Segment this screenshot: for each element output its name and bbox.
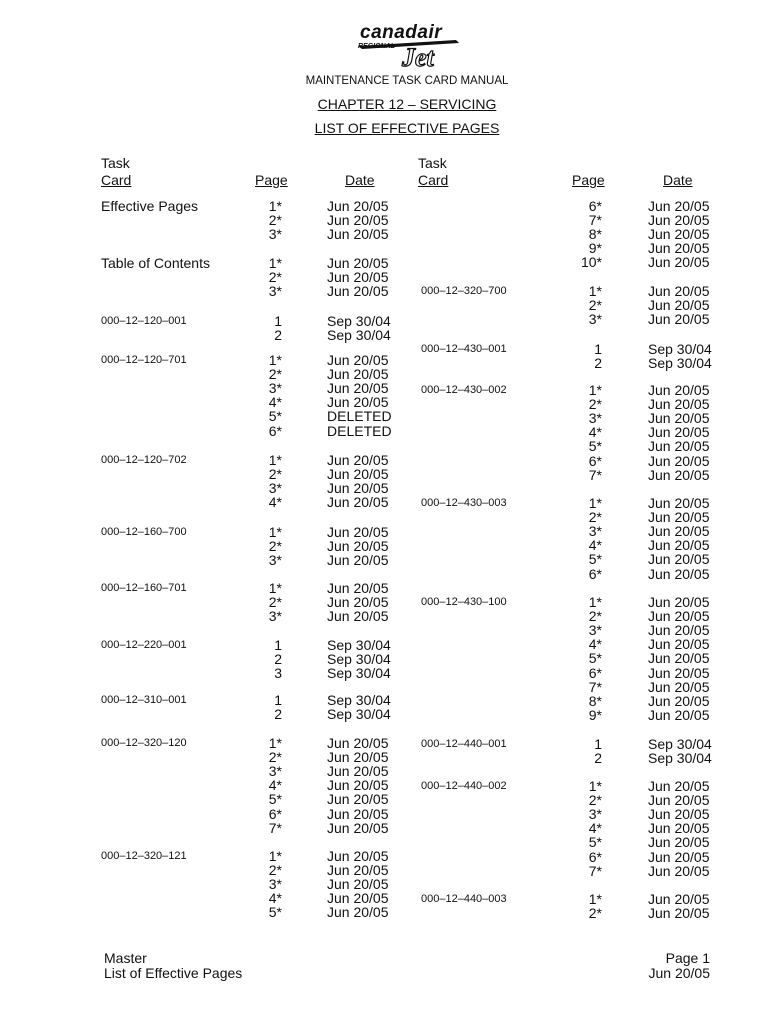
- col-date-label-right: Date: [663, 172, 693, 188]
- page-number: 2*: [268, 366, 282, 383]
- page-number: 7*: [588, 466, 602, 483]
- page-date: Jun 20/05: [327, 819, 389, 836]
- page-number: 1*: [588, 594, 602, 610]
- page-date: Jun 20/05: [648, 848, 710, 865]
- page-number: 3*: [268, 552, 282, 569]
- page-number: 1*: [268, 452, 282, 468]
- page-number: 9*: [588, 240, 602, 257]
- page-date: Jun 20/05: [648, 636, 710, 653]
- page-date: Jun 20/05: [327, 524, 389, 540]
- chapter-title: CHAPTER 12 – SERVICING: [317, 96, 497, 112]
- page-number: 2*: [268, 749, 282, 766]
- page-date: Jun 20/05: [648, 382, 710, 398]
- page-date: Jun 20/05: [327, 749, 389, 766]
- page-number: 1*: [268, 580, 282, 596]
- page-number: 1*: [268, 352, 282, 368]
- page-number: 5*: [588, 650, 602, 667]
- task-card-label: 000–12–440–001: [421, 738, 507, 750]
- page-number: 5*: [268, 791, 282, 808]
- page-date: Jun 20/05: [648, 311, 710, 328]
- page-date: Jun 20/05: [327, 763, 389, 780]
- page-number: 3: [274, 665, 282, 682]
- task-card-label: 000–12–120–001: [101, 315, 187, 327]
- page-date: Jun 20/05: [327, 791, 389, 808]
- page-number: 7*: [588, 862, 602, 879]
- page-date: Jun 20/05: [327, 380, 389, 397]
- task-card-label: 000–12–220–001: [101, 639, 187, 651]
- page-date: Jun 20/05: [327, 608, 389, 625]
- page-number: 2*: [588, 396, 602, 413]
- manual-title: MAINTENANCE TASK CARD MANUAL: [305, 75, 509, 87]
- page-number: 2*: [268, 212, 282, 229]
- task-card-label: 000–12–120–702: [101, 454, 187, 466]
- page-date: Sep 30/04: [327, 327, 391, 344]
- page-date: Jun 20/05: [648, 226, 710, 243]
- page-number: 1*: [588, 778, 602, 794]
- page-date: Jun 20/05: [327, 862, 389, 879]
- page-date: Jun 20/05: [648, 396, 710, 413]
- page-date: Jun 20/05: [648, 806, 710, 823]
- page-number: 4*: [268, 494, 282, 511]
- page-number: 2*: [588, 608, 602, 625]
- task-card-label: Effective Pages: [101, 198, 199, 214]
- page-date: Jun 20/05: [648, 862, 710, 879]
- page-number: 5*: [268, 904, 282, 921]
- page-date: Jun 20/05: [648, 678, 710, 695]
- page-date: Jun 20/05: [327, 494, 389, 511]
- page-date: Jun 20/05: [648, 537, 710, 554]
- page-number: 1*: [268, 198, 282, 214]
- page-date: Jun 20/05: [648, 410, 710, 427]
- page-date: Jun 20/05: [327, 466, 389, 483]
- page-date: DELETED: [327, 408, 392, 425]
- page-date: Jun 20/05: [648, 283, 710, 299]
- page-number: 3*: [268, 876, 282, 893]
- page-number: 2: [274, 706, 282, 723]
- page-number: 1: [274, 313, 282, 329]
- page-number: 2*: [268, 862, 282, 879]
- page-date: Jun 20/05: [327, 269, 389, 286]
- page-date: Jun 20/05: [648, 905, 710, 922]
- page-date: Jun 20/05: [648, 297, 710, 314]
- page-number: 2*: [588, 297, 602, 314]
- page-number: 1: [594, 736, 602, 752]
- page-number: 1: [594, 341, 602, 357]
- footer-master: Master: [104, 950, 147, 966]
- list-title: LIST OF EFFECTIVE PAGES: [314, 120, 500, 136]
- page-number: 2: [274, 651, 282, 668]
- task-card-label: 000–12–430–001: [421, 343, 507, 355]
- col-task-label-right: Task: [418, 155, 447, 171]
- page-date: Jun 20/05: [648, 495, 710, 511]
- page-number: 4*: [268, 394, 282, 411]
- page-number: 4*: [588, 537, 602, 554]
- page-date: Jun 20/05: [648, 523, 710, 540]
- page-number: 9*: [588, 706, 602, 723]
- page-number: 3*: [588, 410, 602, 427]
- page-number: 7*: [588, 678, 602, 695]
- page-date: Sep 30/04: [327, 651, 391, 668]
- page-date: Jun 20/05: [327, 226, 389, 243]
- page-number: 3*: [268, 283, 282, 300]
- page-date: Jun 20/05: [327, 805, 389, 822]
- page-number: 2*: [588, 905, 602, 922]
- page-date: Jun 20/05: [327, 777, 389, 794]
- page-number: 10*: [580, 254, 602, 271]
- page-number: 5*: [588, 834, 602, 851]
- page-date: Sep 30/04: [648, 750, 712, 767]
- col-page-label-left: Page: [255, 172, 288, 188]
- page-number: 1*: [588, 891, 602, 907]
- task-card-label: 000–12–310–001: [101, 694, 187, 706]
- page-date: Sep 30/04: [327, 637, 391, 653]
- col-page-label-right: Page: [572, 172, 605, 188]
- page-date: Jun 20/05: [648, 650, 710, 667]
- page-date: Jun 20/05: [327, 394, 389, 411]
- page-number: 8*: [588, 692, 602, 709]
- page-number: 1*: [268, 735, 282, 751]
- task-card-label: 000–12–440–003: [421, 893, 507, 905]
- task-card-label: 000–12–430–100: [421, 596, 507, 608]
- task-card-label: 000–12–430–002: [421, 384, 507, 396]
- page-number: 6*: [588, 198, 602, 214]
- page-number: 3*: [268, 480, 282, 497]
- col-date-label-left: Date: [345, 172, 375, 188]
- page-date: Jun 20/05: [327, 890, 389, 907]
- page-date: Jun 20/05: [327, 198, 389, 214]
- page-number: 2: [594, 750, 602, 767]
- page-number: 3*: [588, 622, 602, 639]
- page-date: Jun 20/05: [648, 706, 710, 723]
- col-card-label-right: Card: [418, 172, 449, 188]
- page-date: Jun 20/05: [648, 438, 710, 455]
- page-date: Jun 20/05: [648, 622, 710, 639]
- page-number: 2: [594, 355, 602, 372]
- page-date: Sep 30/04: [327, 665, 391, 682]
- page-date: DELETED: [327, 422, 392, 439]
- page-number: 4*: [588, 820, 602, 837]
- page-number: 1*: [588, 495, 602, 511]
- page-date: Jun 20/05: [648, 891, 710, 907]
- page-number: 3*: [268, 226, 282, 243]
- col-task-label-left: Task: [101, 155, 130, 171]
- page-date: Jun 20/05: [327, 904, 389, 921]
- page-date: Sep 30/04: [648, 341, 712, 357]
- page-number: 4*: [588, 636, 602, 653]
- page-date: Jun 20/05: [327, 366, 389, 383]
- page-number: 4*: [268, 777, 282, 794]
- page-date: Jun 20/05: [327, 480, 389, 497]
- page-date: Jun 20/05: [327, 255, 389, 271]
- page-date: Sep 30/04: [648, 355, 712, 372]
- page-date: Jun 20/05: [648, 778, 710, 794]
- page-date: Jun 20/05: [327, 735, 389, 751]
- page-date: Jun 20/05: [648, 254, 710, 271]
- page-number: 5*: [268, 408, 282, 425]
- page-number: 7*: [588, 212, 602, 229]
- task-card-label: 000–12–440–002: [421, 780, 507, 792]
- page-number: 2*: [588, 792, 602, 809]
- page-date: Jun 20/05: [648, 452, 710, 469]
- page-date: Jun 20/05: [648, 608, 710, 625]
- page-number: 1: [274, 692, 282, 708]
- page-number: 5*: [588, 438, 602, 455]
- page-date: Jun 20/05: [648, 424, 710, 441]
- page-number: 4*: [268, 890, 282, 907]
- page-date: Sep 30/04: [327, 706, 391, 723]
- page-number: 1*: [268, 255, 282, 271]
- page-number: 6*: [588, 452, 602, 469]
- page-number: 6*: [588, 848, 602, 865]
- footer-date: Jun 20/05: [648, 965, 710, 981]
- page-number: 1*: [588, 283, 602, 299]
- page-date: Jun 20/05: [648, 466, 710, 483]
- task-card-label: 000–12–160–700: [101, 526, 187, 538]
- task-card-label: 000–12–320–120: [101, 737, 187, 749]
- page-date: Jun 20/05: [648, 594, 710, 610]
- page-date: Jun 20/05: [648, 509, 710, 526]
- page-date: Jun 20/05: [648, 240, 710, 257]
- page-number: 2: [274, 327, 282, 344]
- page-number: 2*: [268, 538, 282, 555]
- task-card-label: 000–12–320–121: [101, 850, 187, 862]
- footer-list-title: List of Effective Pages: [104, 965, 243, 981]
- page-number: 3*: [588, 806, 602, 823]
- page-date: Jun 20/05: [648, 198, 710, 214]
- page-number: 2*: [268, 269, 282, 286]
- page-date: Jun 20/05: [648, 820, 710, 837]
- page-date: Jun 20/05: [327, 594, 389, 611]
- page-date: Jun 20/05: [648, 212, 710, 229]
- page-date: Jun 20/05: [648, 551, 710, 568]
- brand-name: canadair: [360, 22, 443, 43]
- page-number: 3*: [268, 763, 282, 780]
- col-card-label-left: Card: [101, 172, 132, 188]
- page-number: 6*: [588, 565, 602, 582]
- footer-page-number: Page 1: [665, 950, 710, 966]
- page-number: 6*: [588, 664, 602, 681]
- page-date: Jun 20/05: [648, 692, 710, 709]
- page-number: 2*: [268, 594, 282, 611]
- task-card-label: 000–12–160–701: [101, 582, 187, 594]
- page-number: 8*: [588, 226, 602, 243]
- page-date: Jun 20/05: [327, 283, 389, 300]
- page-date: Jun 20/05: [327, 580, 389, 596]
- page-date: Jun 20/05: [327, 352, 389, 368]
- page-date: Jun 20/05: [648, 834, 710, 851]
- task-card-label: 000–12–430–003: [421, 497, 507, 509]
- page-number: 1*: [588, 382, 602, 398]
- page-number: 1*: [268, 524, 282, 540]
- page-date: Jun 20/05: [327, 876, 389, 893]
- task-card-label: Table of Contents: [101, 255, 210, 271]
- page-number: 1: [274, 637, 282, 653]
- page-date: Jun 20/05: [327, 212, 389, 229]
- page-number: 6*: [268, 805, 282, 822]
- page-date: Jun 20/05: [327, 848, 389, 864]
- page-number: 3*: [268, 608, 282, 625]
- page-number: 1*: [268, 848, 282, 864]
- page-date: Sep 30/04: [327, 313, 391, 329]
- canadair-regional-jet-logo: [356, 22, 466, 72]
- page-date: Jun 20/05: [327, 552, 389, 569]
- page-number: 2*: [268, 466, 282, 483]
- page-number: 3*: [588, 311, 602, 328]
- page-date: Jun 20/05: [327, 452, 389, 468]
- page-number: 4*: [588, 424, 602, 441]
- page-date: Sep 30/04: [648, 736, 712, 752]
- brand-subline: REGIONAL: [358, 43, 395, 50]
- page-number: 3*: [268, 380, 282, 397]
- task-card-label: 000–12–120–701: [101, 354, 187, 366]
- page-number: 3*: [588, 523, 602, 540]
- page-date: Jun 20/05: [648, 792, 710, 809]
- page-date: Jun 20/05: [648, 565, 710, 582]
- page-date: Sep 30/04: [327, 692, 391, 708]
- page-number: 7*: [268, 819, 282, 836]
- task-card-label: 000–12–320–700: [421, 285, 507, 297]
- page-date: Jun 20/05: [648, 664, 710, 681]
- page-number: 5*: [588, 551, 602, 568]
- page-number: 2*: [588, 509, 602, 526]
- page-date: Jun 20/05: [327, 538, 389, 555]
- page-number: 6*: [268, 422, 282, 439]
- svg-text:Jet: Jet: [402, 43, 434, 72]
